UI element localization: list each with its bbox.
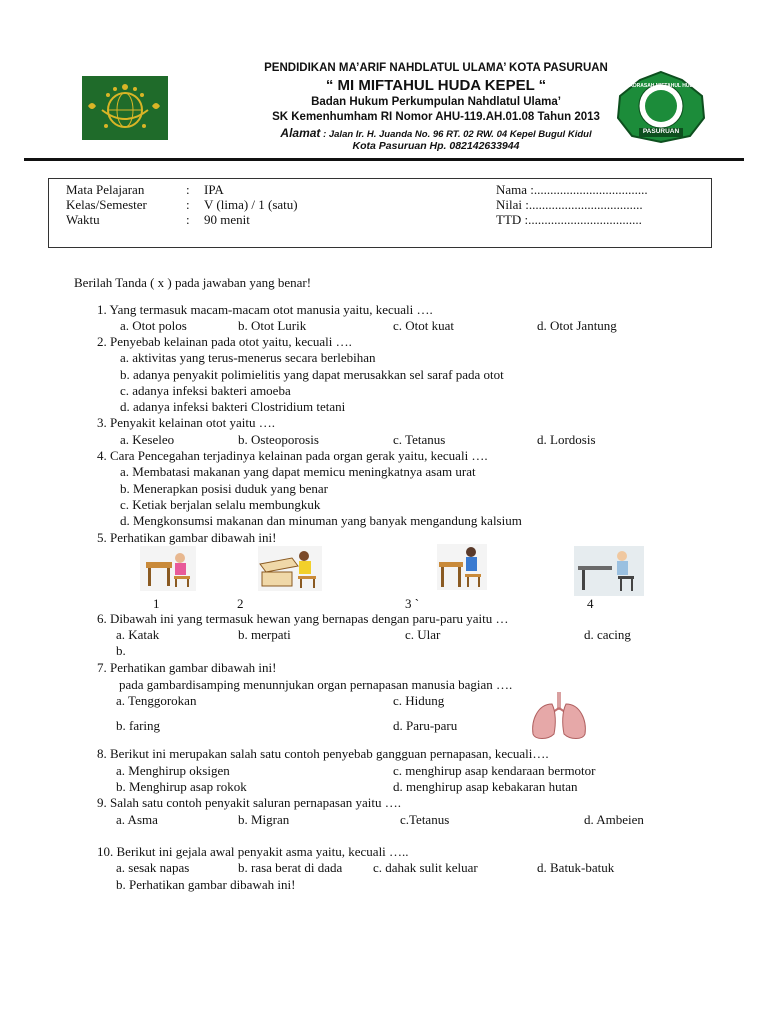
q9-option-b[interactable]: b. Migran (238, 812, 290, 827)
q3-option-a[interactable]: a. Keseleo (120, 432, 175, 447)
header-divider (24, 158, 744, 161)
q6-option-b-empty[interactable]: b. (116, 643, 126, 658)
nu-logo (82, 76, 168, 140)
q2-option-c[interactable]: c. adanya infeksi bakteri amoeba (120, 383, 291, 398)
address-text: : Jalan Ir. H. Juanda No. 96 RT. 02 RW. 04 Kepel Bugul Kidul (323, 129, 592, 140)
question-10: 10. Berikut ini gejala awal penyakit asma yaitu, kecuali ….. (97, 844, 409, 859)
q1-option-b[interactable]: b. Otot Lurik (238, 318, 307, 333)
question-3: 3. Penyakit kelainan otot yaitu …. (97, 415, 275, 430)
name-field[interactable]: Nama :................................... (496, 182, 648, 197)
q4-option-c[interactable]: c. Ketiak berjalan selalu membungkuk (120, 497, 321, 512)
q3-option-b[interactable]: b. Osteoporosis (238, 432, 319, 447)
q9-option-a[interactable]: a. Asma (116, 812, 158, 827)
q2-option-b[interactable]: b. adanya penyakit polimielitis yang dapat merusakkan sel saraf pada otot (120, 367, 504, 382)
signature-field[interactable]: TTD :................................... (496, 212, 642, 227)
address-label: Alamat (280, 126, 321, 140)
header-foundation: PENDIDIKAN MA’ARIF NAHDLATUL ULAMA’ KOTA PASURUAN (264, 62, 608, 74)
q8-option-a[interactable]: a. Menghirup oksigen (116, 763, 230, 778)
subject-value: IPA (204, 182, 224, 197)
nu-globe-icon (82, 76, 168, 140)
instruction: Berilah Tanda ( x ) pada jawaban yang benar! (74, 275, 312, 290)
q3-option-d[interactable]: d. Lordosis (537, 432, 596, 447)
q4-option-a[interactable]: a. Membatasi makanan yang dapat memicu meningkatnya asam urat (120, 464, 476, 479)
q1-option-d[interactable]: d. Otot Jantung (537, 318, 617, 333)
q6-option-c[interactable]: c. Ular (405, 627, 441, 642)
q8-option-c[interactable]: c. menghirup asap kendaraan bermotor (393, 763, 596, 778)
q8-option-b[interactable]: b. Menghirup asap rokok (116, 779, 247, 794)
picture-number-1: 1 (153, 596, 160, 611)
question-9: 9. Salah satu contoh penyakit saluran pernapasan yaitu …. (97, 795, 401, 810)
q7-option-d[interactable]: d. Paru-paru (393, 718, 458, 733)
q6-option-b[interactable]: b. merpati (238, 627, 291, 642)
q3-option-c[interactable]: c. Tetanus (393, 432, 446, 447)
q6-option-a[interactable]: a. Katak (116, 627, 160, 642)
colon: : (186, 182, 190, 197)
picture-number-3: 3 ` (405, 596, 420, 611)
q7-option-c[interactable]: c. Hidung (393, 693, 445, 708)
header-sk-number: SK Kemenhumham RI Nomor AHU-119.AH.01.08 Tahun 2013 (272, 111, 600, 123)
picture-2-child-writing (258, 546, 322, 591)
q4-option-d[interactable]: d. Mengkonsumsi makanan dan minuman yang banyak mengandung kalsium (120, 513, 522, 528)
picture-number-2: 2 (237, 596, 244, 611)
q10-option-c[interactable]: c. dahak sulit keluar (373, 860, 478, 875)
q10-option-d[interactable]: d. Batuk-batuk (537, 860, 615, 875)
question-7-subtext: pada gambardisamping menunnjukan organ pernapasan manusia bagian …. (119, 677, 513, 692)
q10-followup: b. Perhatikan gambar dibawah ini! (116, 877, 296, 892)
class-label: Kelas/Semester (66, 197, 147, 212)
q9-option-d[interactable]: d. Ambeien (584, 812, 644, 827)
colon: : (186, 197, 190, 212)
question-4: 4. Cara Pencegahan terjadinya kelainan pada organ gerak yaitu, kecuali …. (97, 448, 488, 463)
q7-option-a[interactable]: a. Tenggorokan (116, 693, 197, 708)
colon: : (186, 212, 190, 227)
header-legal-entity: Badan Hukum Perkumpulan Nahdlatul Ulama’ (311, 96, 561, 108)
q2-option-a[interactable]: a. aktivitas yang terus-menerus secara berlebihan (120, 350, 376, 365)
question-7: 7. Perhatikan gambar dibawah ini! (97, 660, 277, 675)
question-2: 2. Penyebab kelainan pada otot yaitu, kecuali …. (97, 334, 352, 349)
q1-option-a[interactable]: a. Otot polos (120, 318, 187, 333)
time-label: Waktu (66, 212, 100, 227)
class-value: V (lima) / 1 (satu) (204, 197, 298, 212)
subject-label: Mata Pelajaran (66, 182, 145, 197)
question-5: 5. Perhatikan gambar dibawah ini! (97, 530, 277, 545)
q9-option-c[interactable]: c.Tetanus (400, 812, 450, 827)
picture-number-4: 4 (587, 596, 594, 611)
school-name: “ MI MIFTAHUL HUDA KEPEL “ (325, 77, 547, 94)
header-address (240, 126, 632, 140)
q2-option-d[interactable]: d. adanya infeksi bakteri Clostridium tetani (120, 399, 346, 414)
q1-option-c[interactable]: c. Otot kuat (393, 318, 455, 333)
q8-option-d[interactable]: d. menghirup asap kebakaran hutan (393, 779, 578, 794)
question-6: 6. Dibawah ini yang termasuk hewan yang bernapas dengan paru-paru yaitu … (97, 611, 509, 626)
picture-4-person-at-desk (574, 546, 644, 596)
question-8: 8. Berikut ini merupakan salah satu contoh penyebab gangguan pernapasan, kecuali…. (97, 746, 549, 761)
q4-option-b[interactable]: b. Menerapkan posisi duduk yang benar (120, 481, 328, 496)
q7-option-b[interactable]: b. faring (116, 718, 161, 733)
question-1: 1. Yang termasuk macam-macam otot manusia yaitu, kecuali …. (97, 302, 433, 317)
lungs-icon (528, 690, 590, 742)
picture-1-child-sitting (140, 546, 196, 591)
picture-3-child-at-desk (437, 544, 487, 590)
q10-option-a[interactable]: a. sesak napas (116, 860, 190, 875)
time-value: 90 menit (204, 212, 250, 227)
q10-option-b[interactable]: b. rasa berat di dada (238, 860, 343, 875)
logo-ring-text: MADRASAH MIFTAHUL HUDA (625, 83, 697, 89)
grade-field[interactable]: Nilai :................................... (496, 197, 643, 212)
header-city-phone: Kota Pasuruan Hp. 082142633944 (352, 140, 520, 152)
lungs-illustration (528, 690, 590, 742)
logo-city-text: PASURUAN (642, 128, 680, 135)
madrasah-logo (614, 70, 708, 144)
q6-option-d[interactable]: d. cacing (584, 627, 631, 642)
